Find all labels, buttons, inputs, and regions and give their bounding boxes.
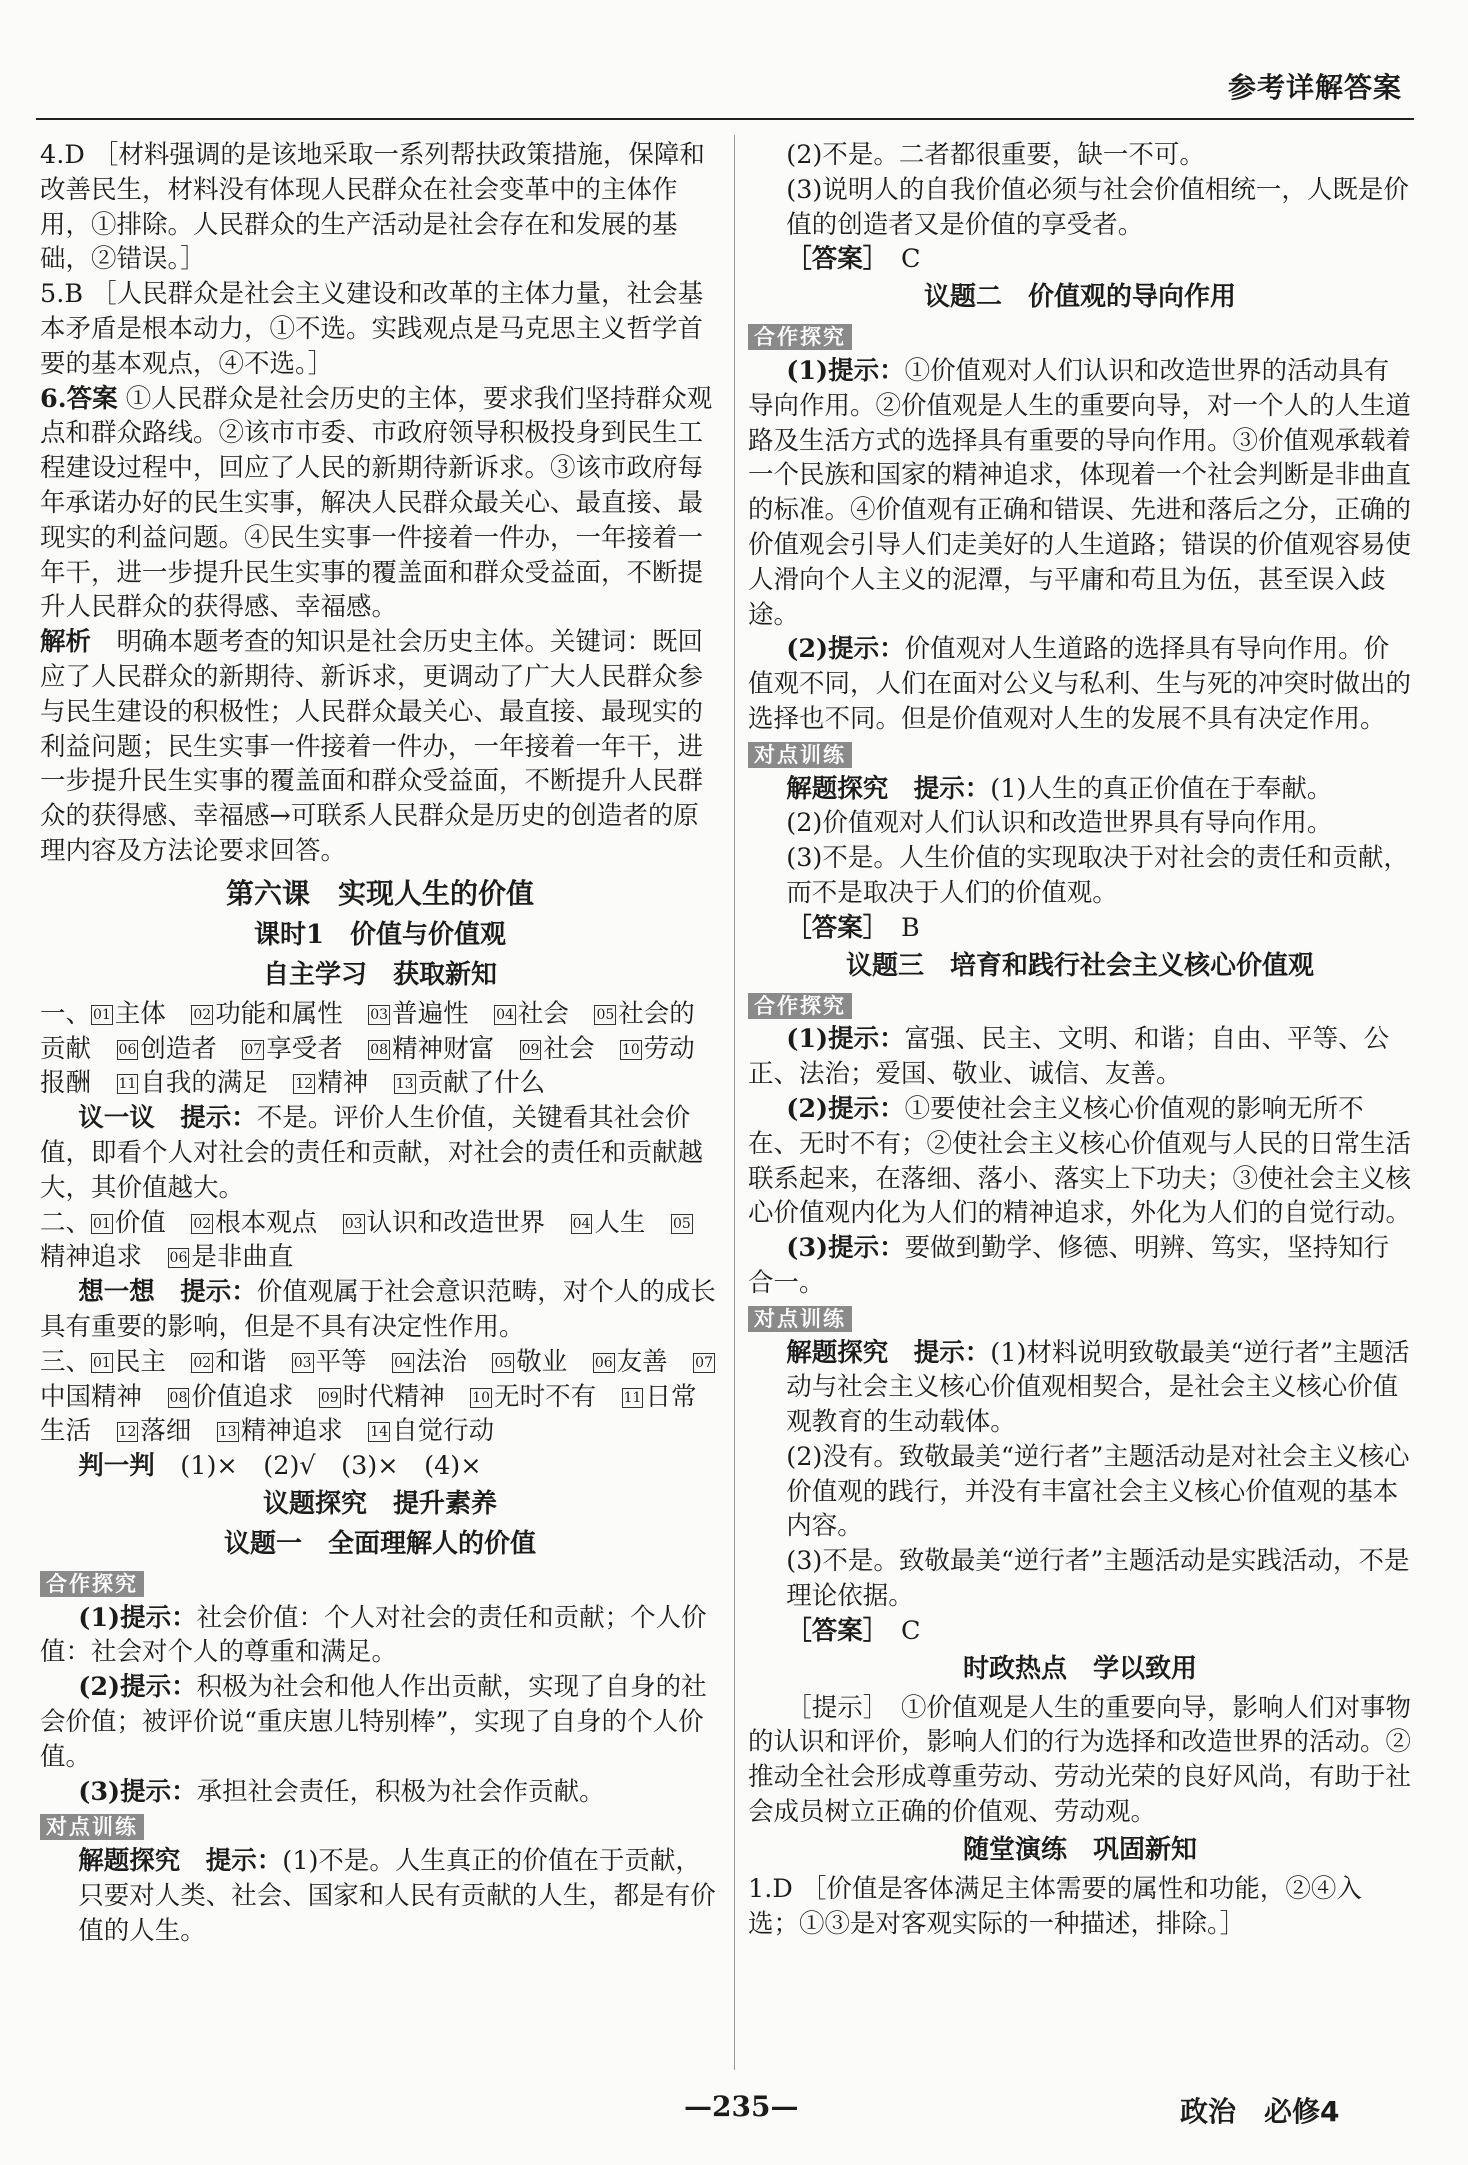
t2-s1-text: (1)人生的真正价值在于奉献。 (990, 773, 1333, 804)
hot-label: ［提示］ (786, 1692, 876, 1723)
judge-label: 判一判 (78, 1451, 155, 1482)
hot (748, 1691, 1412, 1830)
blank-answer: 享受者 (266, 1033, 343, 1064)
train-tag: 对点训练 (40, 1814, 144, 1840)
blank-number-box: 06 (594, 1354, 613, 1371)
blank-number-box: 07 (244, 1041, 263, 1058)
blank-list-2 (40, 1206, 720, 1276)
think-label: 想一想 (78, 1277, 155, 1308)
t1-p2 (40, 1670, 720, 1774)
blank-number-box: 04 (572, 1215, 591, 1232)
blank-answer: 是非曲直 (191, 1242, 294, 1273)
blank-answer: 精神追求 (40, 1242, 143, 1273)
blank-answer: 自我的满足 (140, 1068, 268, 1099)
section-title-explore: 议题探究 提升素养 (262, 1488, 497, 1519)
blank-number-box: 04 (496, 1006, 514, 1023)
answer-q6 (40, 382, 720, 626)
analysis (40, 625, 720, 869)
blank-answer: 社会 (517, 998, 569, 1029)
coop-tag: 合作探究 (40, 1571, 144, 1597)
t1-s3: (3)说明人的自我价值必须与社会价值相统一，人既是价值的创造者又是价值的享受者。 (786, 174, 1409, 240)
hint-label: 提示： (913, 1337, 991, 1368)
blank-number-box: 11 (118, 1076, 137, 1093)
t3-p3 (748, 1231, 1412, 1301)
blank-answer: 精神财富 (392, 1033, 495, 1064)
drill-d1: 1.D ［价值是客体满足主体需要的属性和功能，②④入选；①③是对客观实际的一种描述，排除。］ (748, 1873, 1362, 1939)
t1-answer (748, 242, 1412, 277)
section-title-self-study: 自主学习 获取新知 (262, 959, 497, 990)
footer-subject: 政治 必修4 (1180, 2095, 1340, 2128)
blank-answer: 创造者 (140, 1033, 217, 1064)
solve-label: 解题探究 (786, 1337, 889, 1368)
blank-answer: 价值 (114, 1207, 166, 1238)
blank-answer: 社会 (543, 1033, 595, 1064)
t2-p2-text: 价值观对人生道路的选择具有导向作用。价值观不同，人们在面对公义与私利、生与死的冲突时做出的选择也不同。但是价值观对人生的发展不具有决定作用。 (748, 634, 1412, 734)
hint-label: (3)提示： (786, 1233, 905, 1264)
solve-label: 解题探究 (78, 1846, 181, 1877)
lesson-title: 第六课 实现人生的价值 (225, 876, 534, 910)
hot-text: ①价值观是人生的重要向导，影响人们对事物的认识和评价，影响人们的行为选择和改造世界的活动。②推动全社会形成尊重劳动、劳动光荣的良好风尚，有助于社会成员树立正确的价值观、劳动观。 (748, 1692, 1412, 1828)
hint-label: (1)提示： (786, 355, 905, 386)
blank-number-box: 07 (695, 1354, 713, 1371)
discuss-text: 不是。评价人生价值，关键看其社会价值，即看个人对社会的责任和贡献，对社会的责任和贡献越大，其价值越大。 (40, 1103, 704, 1203)
t2-solve (748, 772, 1412, 807)
think-text: 价值观属于社会意识范畴，对个人的成长具有重要的影响，但是不具有决定性作用。 (40, 1277, 716, 1342)
blank-number-box: 08 (370, 1041, 389, 1058)
blank-number-box: 11 (623, 1389, 642, 1406)
column-divider (734, 135, 735, 2070)
t1-p1 (40, 1601, 720, 1671)
topic1-title: 议题一 全面理解人的价值 (223, 1528, 536, 1559)
blank-number-box: 14 (370, 1424, 389, 1441)
blank-number-box: 03 (344, 1215, 363, 1232)
section-number: 二、 (40, 1207, 92, 1238)
answer-value: B (901, 912, 920, 943)
section-number: 一、 (40, 998, 92, 1029)
right-column (748, 138, 1412, 1941)
t3-p1-text: 富强、民主、文明、和谐；自由、平等、公正、法治；爱国、敬业、诚信、友善。 (748, 1024, 1390, 1090)
blank-number-box: 02 (193, 1354, 212, 1371)
blank-number-box: 03 (370, 1006, 389, 1023)
blank-answer: 普遍性 (392, 998, 469, 1029)
t1-p1-text: 社会价值：个人对社会的责任和贡献；个人价值：社会对个人的尊重和满足。 (40, 1602, 707, 1668)
blank-answer: 民主 (114, 1346, 166, 1377)
topic3-title: 议题三 培育和践行社会主义核心价值观 (845, 950, 1314, 981)
blank-answer: 人生 (594, 1207, 646, 1238)
solve-label: 解题探究 (786, 773, 889, 804)
blank-number-box: 09 (521, 1041, 540, 1058)
t1-p2-text: 积极为社会和他人作出贡献，实现了自身的社会价值；被评价说“重庆崽儿特别棒”，实现了自身的个人价值。 (40, 1672, 707, 1772)
blank-number-box: 13 (218, 1424, 237, 1441)
blank-answer: 功能和属性 (215, 998, 343, 1029)
t2-p1-text: ①价值观对人们认识和改造世界的活动具有导向作用。②价值观是人生的重要向导，对一个人的人生道路及生活方式的选择具有重要的导向作用。③价值观承载着一个民族和国家的精神追求，体现着一个社会判断是非曲直的标准。④价值观有正确和错误、先进和落后之分，正确的价值观会引导人们走美好的人生道路；错误的价值观容易使人滑向个人主义的泥潭，与平庸和苟且为伍，甚至误入歧途。 (748, 355, 1412, 630)
left-column (40, 138, 720, 1949)
blank-answer: 主体 (114, 998, 166, 1029)
answer-label: ［答案］ (786, 912, 876, 943)
blank-answer: 友善 (616, 1346, 668, 1377)
period-title: 课时1 价值与价值观 (253, 919, 507, 950)
blank-number-box: 06 (118, 1041, 137, 1058)
blank-list-1 (40, 997, 720, 1101)
hint-label: (2)提示： (78, 1672, 197, 1703)
t2-p2 (748, 632, 1412, 736)
blank-number-box: 08 (169, 1389, 188, 1406)
blank-number-box: 03 (293, 1354, 312, 1371)
blank-answer: 法治 (415, 1346, 467, 1377)
coop-tag: 合作探究 (748, 993, 852, 1019)
blank-number-box: 05 (672, 1215, 691, 1232)
answer-label: ［答案］ (786, 244, 876, 275)
t2-answer (748, 911, 1412, 946)
t3-s2: (2)没有。致敬最美“逆行者”主题活动是对社会主义核心价值观的践行，并没有丰富社会主义核心价值观的基本内容。 (786, 1441, 1410, 1542)
page-number: —235— (684, 2090, 799, 2123)
judge (40, 1449, 720, 1484)
answer-value: C (901, 244, 921, 275)
blank-answer: 精神追求 (240, 1416, 343, 1447)
blank-answer: 中国精神 (40, 1381, 143, 1412)
blank-answer: 时代精神 (342, 1381, 445, 1412)
train-tag: 对点训练 (748, 1306, 852, 1332)
answer-value: C (901, 1615, 921, 1646)
t1-p3-text: 承担社会责任，积极为社会作贡献。 (196, 1776, 605, 1807)
answer-q4: 4.D ［材料强调的是该地采取一系列帮扶政策措施，保障和改善民生，材料没有体现人民群众在社会变革中的主体作用，①排除。人民群众的生产活动是社会存在和发展的基础，②错误。］ (40, 140, 705, 275)
answer-q6-text: ①人民群众是社会历史的主体，要求我们坚持群众观点和群众路线。②该市市委、市政府领导积极投身到民生工程建设过程中，回应了人民的新期待新诉求。③该市政府每年承诺办好的民生实事，解决人民群众最关心、最直接、最现实的利益问题。④民生实事一件接着一件办，一年接着一年干，进一步提升民生实事的覆盖面和群众受益面，不断提升人民群众的获得感、幸福感。 (40, 383, 713, 623)
blank-answer: 认识和改造世界 (366, 1207, 546, 1238)
t3-solve (748, 1336, 1412, 1440)
topic2-title: 议题二 价值观的导向作用 (923, 282, 1236, 313)
blank-answer: 社会的贡献 (40, 998, 695, 1064)
page-header-title: 参考详解答案 (1227, 71, 1402, 104)
section-number: 三、 (40, 1346, 92, 1377)
section-title-hot: 时政热点 学以致用 (962, 1653, 1197, 1684)
t3-p1 (748, 1022, 1412, 1092)
blank-number-box: 09 (320, 1389, 339, 1406)
blank-answer: 敬业 (516, 1346, 568, 1377)
blank-number-box: 12 (295, 1076, 314, 1093)
hint-label: (1)提示： (786, 1024, 905, 1055)
blank-answer: 根本观点 (215, 1207, 318, 1238)
think (40, 1275, 720, 1345)
hint-label: 提示： (205, 1846, 283, 1877)
blank-number-box: 02 (193, 1215, 212, 1232)
t3-p2-text: ①要使社会主义核心价值观的影响无所不在、无时不有；②使社会主义核心价值观与人民的日常生活联系起来，在落细、落小、落实上下功夫；③使社会主义核心价值观内化为人们的精神追求，外化为人们的自觉行动。 (748, 1093, 1412, 1229)
t3-s3: (3)不是。致敬最美“逆行者”主题活动是实践活动，不是理论依据。 (786, 1546, 1410, 1612)
blank-number-box: 10 (621, 1041, 640, 1058)
blank-answer: 日常生活 (40, 1381, 697, 1447)
blank-answer: 价值追求 (191, 1381, 294, 1412)
discuss-label: 议一议 (78, 1103, 155, 1134)
t2-p1 (748, 354, 1412, 632)
analysis-text: 明确本题考查的知识是社会历史主体。关键词：既回应了人民群众的新期待、新诉求，更调动了广大人民群众参与民生建设的积极性；人民群众最关心、最直接、最现实的利益问题；民生实事一件接着一件办，一年接着一年干，进一步提升民生实事的覆盖面和群众受益面，不断提升人民群众的获得感、幸福感→可联系人民群众是历史的创造者的原理内容及方法论要求回答。 (40, 627, 704, 866)
blank-number-box: 04 (394, 1354, 412, 1371)
blank-number-box: 10 (472, 1389, 491, 1406)
blank-answer: 和谐 (215, 1346, 267, 1377)
t1-s2: (2)不是。二者都很重要，缺一不可。 (786, 140, 1205, 170)
analysis-label: 解析 (40, 627, 92, 658)
t3-p2 (748, 1092, 1412, 1231)
t2-s3: (3)不是。人生价值的实现取决于对社会的责任和贡献，而不是取决于人们的价值观。 (786, 843, 1409, 908)
blank-answer: 自觉行动 (392, 1416, 495, 1447)
hint-label: 提示： (180, 1277, 257, 1308)
t3-answer (748, 1614, 1412, 1649)
t1-s1-text: (1)不是。人生真正的价值在于贡献，只要对人类、社会、国家和人民有贡献的人生，都是有价值的人生。 (78, 1846, 716, 1946)
hint-label: 提示： (180, 1103, 257, 1134)
blank-answer: 贡献了什么 (417, 1068, 546, 1099)
t3-p3-text: 要做到勤学、修德、明辨、笃实，坚持知行合一。 (748, 1233, 1390, 1298)
train-tag: 对点训练 (748, 742, 852, 768)
answer-label: ［答案］ (786, 1615, 876, 1646)
blank-answer: 平等 (315, 1346, 367, 1377)
t3-s1-text: (1)材料说明致敬最美“逆行者”主题活动与社会主义核心价值观相契合，是社会主义核心价值观教育的生动载体。 (786, 1337, 1410, 1438)
blank-answer: 精神 (317, 1068, 369, 1099)
blank-number-box: 02 (193, 1006, 212, 1023)
section-title-drill: 随堂演练 巩固新知 (962, 1834, 1197, 1865)
coop-tag: 合作探究 (748, 324, 852, 350)
blank-number-box: 01 (93, 1006, 111, 1023)
answer-label: 6.答案 (40, 383, 118, 414)
hint-label: (1)提示： (78, 1602, 197, 1633)
blank-number-box: 13 (395, 1076, 414, 1093)
t1-p3 (40, 1775, 720, 1810)
hint-label: (2)提示： (786, 634, 905, 665)
discuss (40, 1101, 720, 1205)
blank-number-box: 05 (494, 1354, 513, 1371)
t2-s2: (2)价值观对人们认识和改造世界具有导向作用。 (786, 808, 1333, 839)
blank-answer: 落细 (140, 1416, 192, 1447)
answer-q5: 5.B ［人民群众是社会主义建设和改革的主体力量，社会基本矛盾是根本动力，①不选。实践观点是马克思主义哲学首要的基本观点，④不选。］ (40, 279, 704, 379)
judge-text: (1)× (2)√ (3)× (4)× (180, 1451, 482, 1482)
blank-answer: 无时不有 (494, 1381, 597, 1412)
blank-answer: 劳动报酬 (40, 1033, 695, 1099)
hint-label: (3)提示： (78, 1776, 197, 1807)
hint-label: 提示： (913, 773, 991, 804)
header-rule (36, 118, 1414, 120)
blank-number-box: 06 (169, 1250, 188, 1267)
t1-solve (40, 1844, 720, 1948)
hint-label: (2)提示： (786, 1093, 905, 1124)
blank-number-box: 01 (93, 1215, 111, 1232)
blank-number-box: 01 (93, 1354, 111, 1371)
blank-number-box: 12 (118, 1424, 137, 1441)
blank-number-box: 05 (596, 1006, 615, 1023)
blank-list-3 (40, 1345, 720, 1449)
